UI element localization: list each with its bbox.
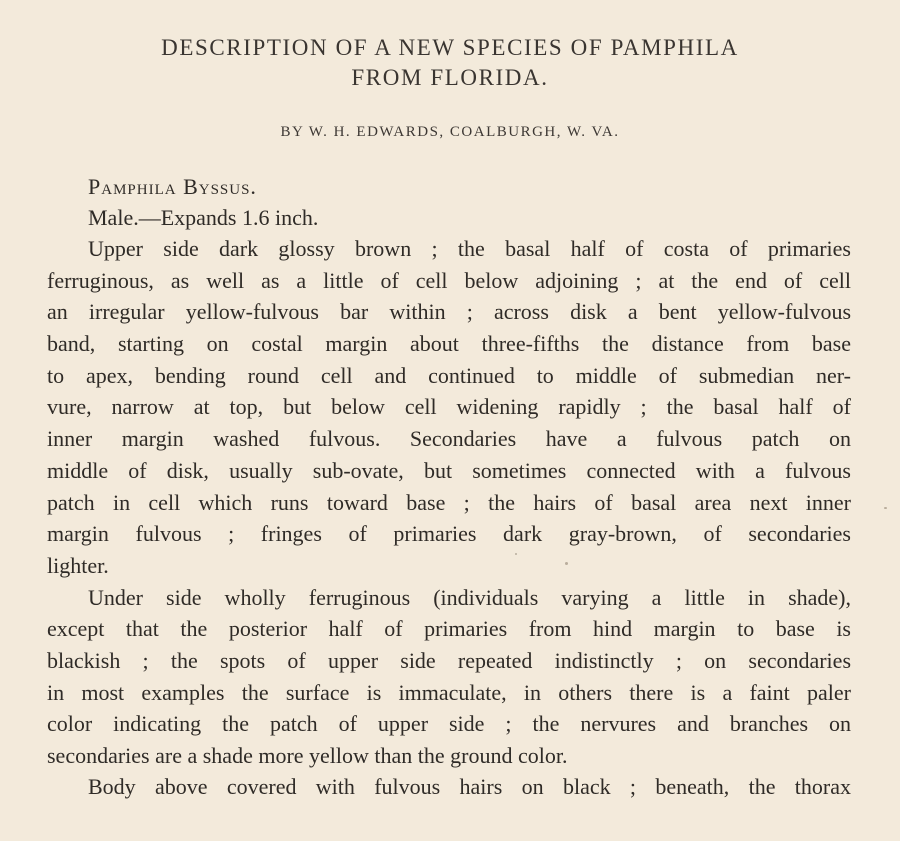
male-expanse-line: Male.—Expands 1.6 inch. <box>88 205 319 230</box>
text-line: color indicating the patch of upper side ; the nervures and branches on <box>47 711 851 736</box>
text-line: an irregular yellow-fulvous bar within ; across disk a bent yellow-fulvous <box>47 299 851 324</box>
text-line: inner margin washed fulvous. Secondaries have a fulvous patch on <box>47 426 851 451</box>
text-line: except that the posterior half of primaries from hind margin to base is <box>47 616 851 641</box>
author-byline: BY W. H. EDWARDS, COALBURGH, W. VA. <box>280 124 620 140</box>
text-line: Upper side dark glossy brown ; the basal half of costa of primaries <box>88 236 851 261</box>
paper-speck <box>565 562 568 565</box>
text-line: band, starting on costal margin about three-fifths the distance from base <box>47 331 851 356</box>
article-title-line-1: DESCRIPTION OF A NEW SPECIES OF PAMPHILA <box>161 35 739 60</box>
text-line: vure, narrow at top, but below cell widening rapidly ; the basal half of <box>47 394 851 419</box>
text-line: patch in cell which runs toward base ; the hairs of basal area next inner <box>47 490 851 515</box>
paper-speck <box>515 553 517 555</box>
text-line: secondaries are a shade more yellow than the ground color. <box>47 743 568 768</box>
text-line: middle of disk, usually sub-ovate, but sometimes connected with a fulvous <box>47 458 851 483</box>
text-line: blackish ; the spots of upper side repeated indistinctly ; on secondaries <box>47 648 851 673</box>
text-line: Body above covered with fulvous hairs on black ; beneath, the thorax <box>88 774 851 799</box>
text-line: ferruginous, as well as a little of cell below adjoining ; at the end of cell <box>47 268 851 293</box>
text-line: to apex, bending round cell and continued to middle of submedian ner- <box>47 363 851 388</box>
article-title-line-2: FROM FLORIDA. <box>351 65 549 90</box>
text-line: margin fulvous ; fringes of primaries dark gray-brown, of secondaries <box>47 521 851 546</box>
text-line: lighter. <box>47 553 109 578</box>
text-line: in most examples the surface is immaculate, in others there is a faint paler <box>47 680 851 705</box>
species-heading: Pamphila Byssus. <box>88 174 257 199</box>
text-line: Under side wholly ferruginous (individuals varying a little in shade), <box>88 585 851 610</box>
paper-speck <box>884 507 887 509</box>
